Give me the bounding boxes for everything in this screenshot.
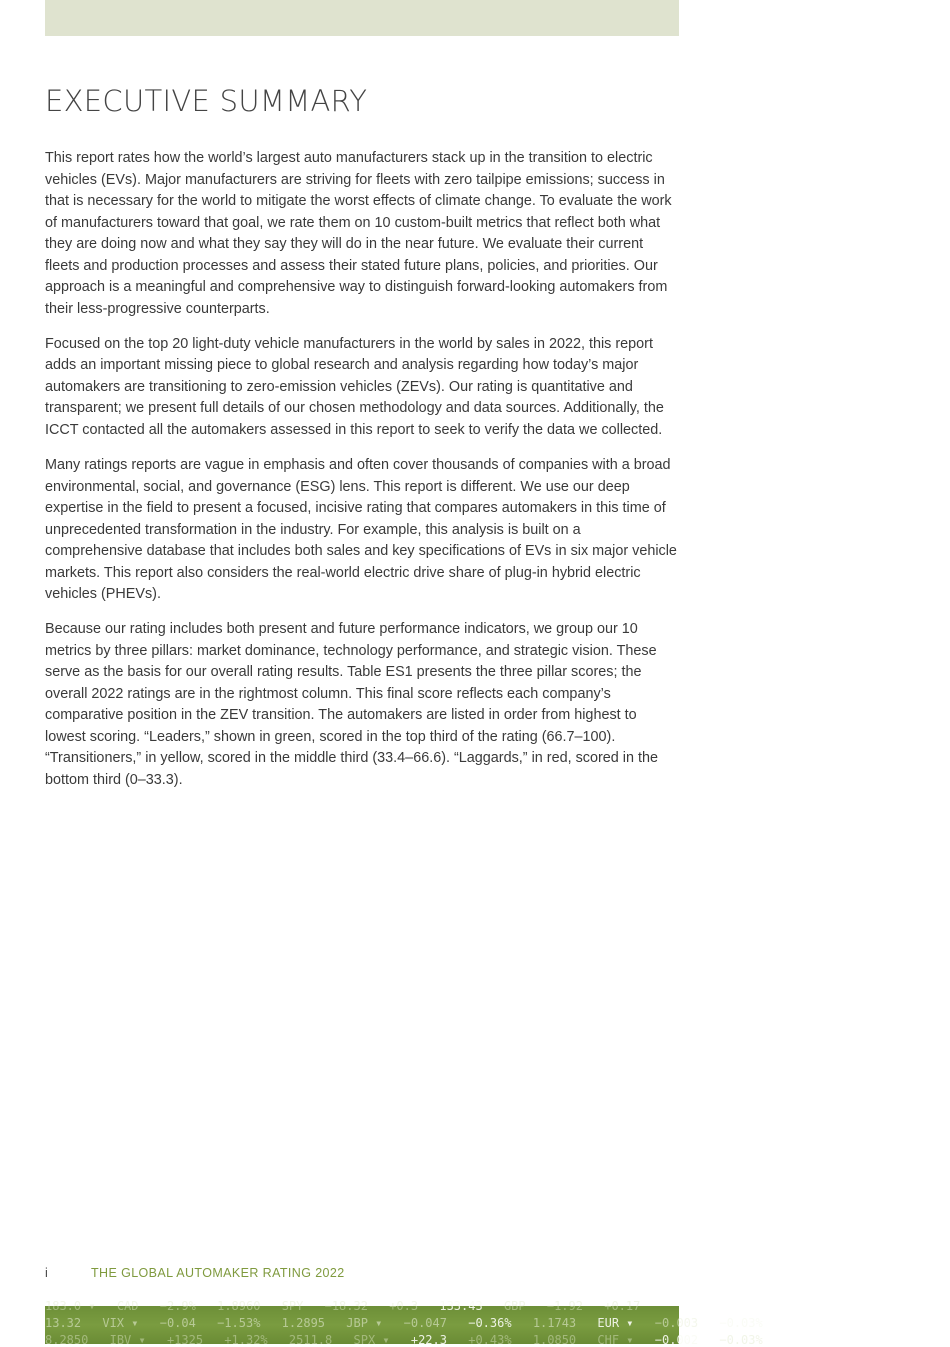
ticker-cell: −1.53% <box>217 1316 261 1330</box>
ticker-cell: CHF ▾ <box>597 1333 634 1347</box>
ticker-cell: JBP ▾ <box>346 1316 383 1330</box>
ticker-cell: 1.0850 <box>532 1333 577 1347</box>
ticker-cell: 1.2895 <box>281 1316 326 1330</box>
ticker-cell: 1.1743 <box>532 1316 577 1330</box>
summary-body <box>45 148 679 805</box>
ticker-cell: −0.36% <box>468 1316 512 1330</box>
ticker-cell: −0.03% <box>719 1333 763 1347</box>
ticker-cell: VIX ▾ <box>102 1316 139 1330</box>
ticker-cell: EUR ▾ <box>597 1316 634 1330</box>
ticker-cell: 13.32 <box>45 1316 82 1330</box>
ticker-cell: +22.3 <box>410 1333 447 1347</box>
ticker-cell: +1.32% <box>224 1333 268 1347</box>
page-number: i <box>45 1266 48 1280</box>
ticker-cell: 133.43 <box>439 1299 483 1313</box>
ticker-cell: +0.17 <box>604 1299 641 1313</box>
ticker-cell: −1.92 <box>546 1299 583 1313</box>
ticker-cell: SPX ▾ <box>353 1333 390 1347</box>
ticker-row <box>45 1299 654 1313</box>
header-color-band <box>45 0 679 36</box>
body-paragraph: This report rates how the world’s largest auto manufacturers stack up in the transition to electric vehicles (EVs). Major manufacturers are striving for fleets with zero tailpipe emissions; success in that is necessary for the world to mitigate the worst effects of climate change. To evaluate the work of manufacturers toward that goal, we rate them on 10 custom-built metrics that reflect both what they are doing now and what they say they will do in the near future. We evaluate their current fleets and production processes and assess their stated future plans, policies, and priorities. Our approach is a meaningful and comprehensive way to distinguish forward-looking automakers from their less-progressive counterparts. <box>45 150 672 317</box>
ticker-cell: +0.43% <box>468 1333 512 1347</box>
ticker-cell: 2511.8 <box>288 1333 333 1347</box>
ticker-cell: GBP <box>503 1299 526 1313</box>
page-title: EXECUTIVE SUMMARY <box>45 84 368 118</box>
ticker-cell: 8.2850 <box>45 1333 89 1347</box>
body-paragraph: Many ratings reports are vague in emphasis and often cover thousands of companies with a broad environmental, social, and governance (ESG) lens. This report is different. We use our deep expertise in the field to present a focused, incisive rating that compares automakers in this time of unprecedented transformation in the industry. For example, this analysis is built on a comprehensive database that includes both sales and key specifications of EVs in six major vehicle markets. This report also considers the real-world electric drive share of plug-in hybrid electric vehicles (PHEVs). <box>45 457 677 603</box>
ticker-cell: +1325 <box>166 1333 204 1347</box>
ticker-cell: IBV ▾ <box>109 1333 146 1347</box>
ticker-cell: −0.03% <box>719 1316 763 1330</box>
ticker-cell: −2.9% <box>159 1299 196 1313</box>
ticker-row <box>45 1316 777 1330</box>
ticker-row <box>45 1333 777 1347</box>
ticker-cell: −0.04 <box>159 1316 196 1330</box>
ticker-cell: −0.047 <box>403 1316 447 1330</box>
ticker-cell: −0.002 <box>654 1333 699 1347</box>
ticker-image-band <box>45 1299 763 1347</box>
ticker-cell: −18.32 <box>324 1299 368 1313</box>
body-paragraph: Focused on the top 20 light-duty vehicle manufacturers in the world by sales in 2022, this report adds an important missing piece to global research and analysis regarding how today’s major automakers are transitioning to zero-emission vehicles (ZEVs). Our rating is quantitative and transparent; we present full details of our chosen methodology and data sources. Additionally, the ICCT contacted all the automakers assessed in this report to seek to verify the data we collected. <box>45 335 664 438</box>
report-title: THE GLOBAL AUTOMAKER RATING 2022 <box>91 1266 345 1280</box>
ticker-cell: +0.3 <box>389 1299 419 1313</box>
ticker-cell: 1.8960 <box>217 1299 261 1313</box>
ticker-cell: SPY <box>281 1299 304 1313</box>
ticker-cell: CAD <box>116 1299 139 1313</box>
body-paragraph: Because our rating includes both present and future performance indicators, we group our 10 metrics by three pillars: market dominance, technology performance, and strategic vision. These serve as the basis for our overall rating results. Table ES1 presents the three pillar scores; the overall 2022 ratings are in the rightmost column. This final score reflects each company’s comparative position in the ZEV transition. The automakers are listed in order from highest to lowest scoring. “Leaders,” shown in green, scored in the top third of the rating (66.7–100). “Transitioners,” in yellow, scored in the middle third (33.4–66.6). “Laggards,” in red, scored in the bottom third (0–33.3). <box>45 621 658 788</box>
ticker-cell: 183.0 ▾ <box>45 1299 96 1313</box>
ticker-cell: −0.003 <box>654 1316 699 1330</box>
